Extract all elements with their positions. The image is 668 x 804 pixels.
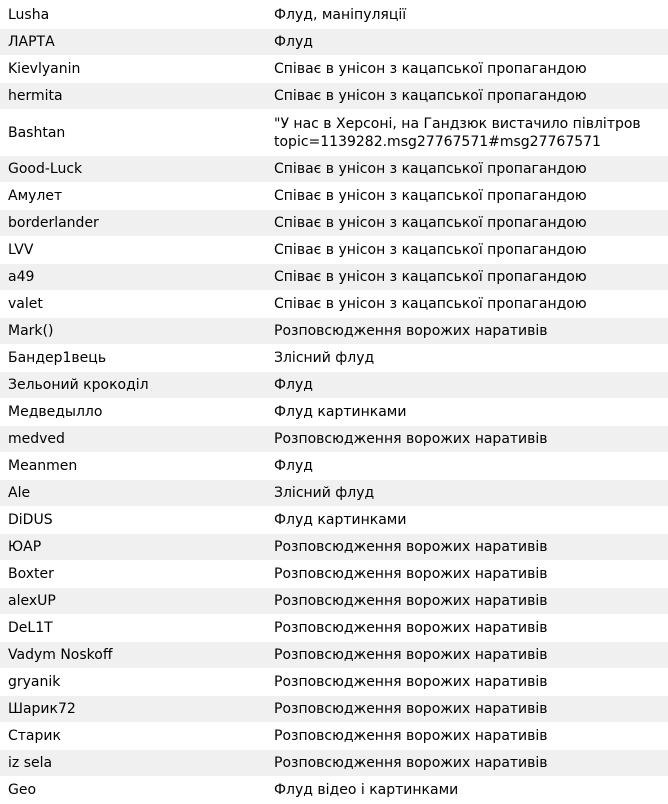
username-cell: iz sela <box>8 755 53 771</box>
username-cell: Медведылло <box>8 404 103 420</box>
username-cell: a49 <box>8 269 35 285</box>
table-row <box>0 453 668 480</box>
table-row <box>0 669 668 696</box>
table-row <box>0 210 668 237</box>
reason-cell: Розповсюдження ворожих наративів <box>274 593 548 609</box>
table-row <box>0 615 668 642</box>
table-row <box>0 83 668 110</box>
reason-cell: Флуд, маніпуляції <box>274 7 407 23</box>
username-cell: borderlander <box>8 215 99 231</box>
username-cell: alexUP <box>8 593 56 609</box>
table-row <box>0 110 668 156</box>
reason-cell <box>266 115 668 151</box>
username-cell: Старик <box>8 728 61 744</box>
username-cell: LVV <box>8 242 34 258</box>
table-row <box>0 642 668 669</box>
table-row <box>0 56 668 83</box>
table-row <box>0 345 668 372</box>
table-row <box>0 264 668 291</box>
username-cell: ЮАР <box>8 539 42 555</box>
reason-cell: Розповсюдження ворожих наративів <box>274 647 548 663</box>
reason-cell: Співає в унісон з кацапської пропагандою <box>274 188 587 204</box>
username-cell: Good-Luck <box>8 161 83 177</box>
reason-line-1: "У нас в Херсоні, на Гандзюк вистачило півлітров <box>274 115 641 132</box>
reason-line-2: topic=1139282.msg27767571#msg27767571 <box>274 133 601 150</box>
table-row <box>0 156 668 183</box>
username-cell: Meanmen <box>8 458 78 474</box>
reason-cell: Розповсюдження ворожих наративів <box>274 620 548 636</box>
username-cell: Boxter <box>8 566 54 582</box>
username-cell: ЛАРТА <box>8 34 55 50</box>
reason-cell: Флуд відео і картинками <box>274 782 459 798</box>
username-cell: Geo <box>8 782 37 798</box>
reason-cell: Злісний флуд <box>274 485 375 501</box>
username-cell: hermita <box>8 88 63 104</box>
reason-cell: Розповсюдження ворожих наративів <box>274 566 548 582</box>
reason-cell: Флуд <box>274 458 313 474</box>
reason-cell: Співає в унісон з кацапської пропагандою <box>274 269 587 285</box>
reason-cell: Розповсюдження ворожих наративів <box>274 701 548 717</box>
table-row <box>0 183 668 210</box>
username-cell: Зельоний крокоділ <box>8 377 149 393</box>
table-row <box>0 507 668 534</box>
username-cell: Бандер1вець <box>8 350 107 366</box>
ban-list-table <box>0 2 668 804</box>
table-row <box>0 426 668 453</box>
reason-cell: Розповсюдження ворожих наративів <box>274 431 548 447</box>
table-row <box>0 237 668 264</box>
reason-cell: Співає в унісон з кацапської пропагандою <box>274 242 587 258</box>
reason-cell: Розповсюдження ворожих наративів <box>274 539 548 555</box>
username-cell: Ale <box>8 485 31 501</box>
table-row <box>0 480 668 507</box>
table-row <box>0 399 668 426</box>
table-row <box>0 588 668 615</box>
reason-cell: Розповсюдження ворожих наративів <box>274 728 548 744</box>
reason-cell: Співає в унісон з кацапської пропагандою <box>274 296 587 312</box>
reason-cell: Розповсюдження ворожих наративів <box>274 755 548 771</box>
table-row <box>0 750 668 777</box>
username-cell: Kievlyanin <box>8 61 81 77</box>
reason-cell: Розповсюдження ворожих наративів <box>274 323 548 339</box>
username-cell: Амулет <box>8 188 63 204</box>
username-cell: Mark() <box>8 323 54 339</box>
username-cell: Vadym Noskoff <box>8 647 113 663</box>
table-row <box>0 696 668 723</box>
table-row <box>0 534 668 561</box>
username-cell: gryanik <box>8 674 61 690</box>
reason-cell: Співає в унісон з кацапської пропагандою <box>274 215 587 231</box>
username-cell: medved <box>8 431 65 447</box>
reason-cell: Співає в унісон з кацапської пропагандою <box>274 88 587 104</box>
reason-cell: Співає в унісон з кацапської пропагандою <box>274 61 587 77</box>
reason-cell: Флуд картинками <box>274 404 407 420</box>
reason-cell: Розповсюдження ворожих наративів <box>274 674 548 690</box>
username-cell: DeL1T <box>8 620 53 636</box>
table-row <box>0 561 668 588</box>
table-row <box>0 291 668 318</box>
reason-cell: Злісний флуд <box>274 350 375 366</box>
reason-cell: Флуд <box>274 34 313 50</box>
reason-cell: Співає в унісон з кацапської пропагандою <box>274 161 587 177</box>
table-row <box>0 723 668 750</box>
username-cell: DiDUS <box>8 512 53 528</box>
reason-cell: Флуд картинками <box>274 512 407 528</box>
username-cell: Шарик72 <box>8 701 76 717</box>
table-row <box>0 2 668 29</box>
table-row <box>0 29 668 56</box>
username-cell: Bashtan <box>8 124 66 141</box>
username-cell: Lusha <box>8 7 50 23</box>
reason-cell: Флуд <box>274 377 313 393</box>
table-row <box>0 372 668 399</box>
username-cell: valet <box>8 296 43 312</box>
table-row <box>0 318 668 345</box>
